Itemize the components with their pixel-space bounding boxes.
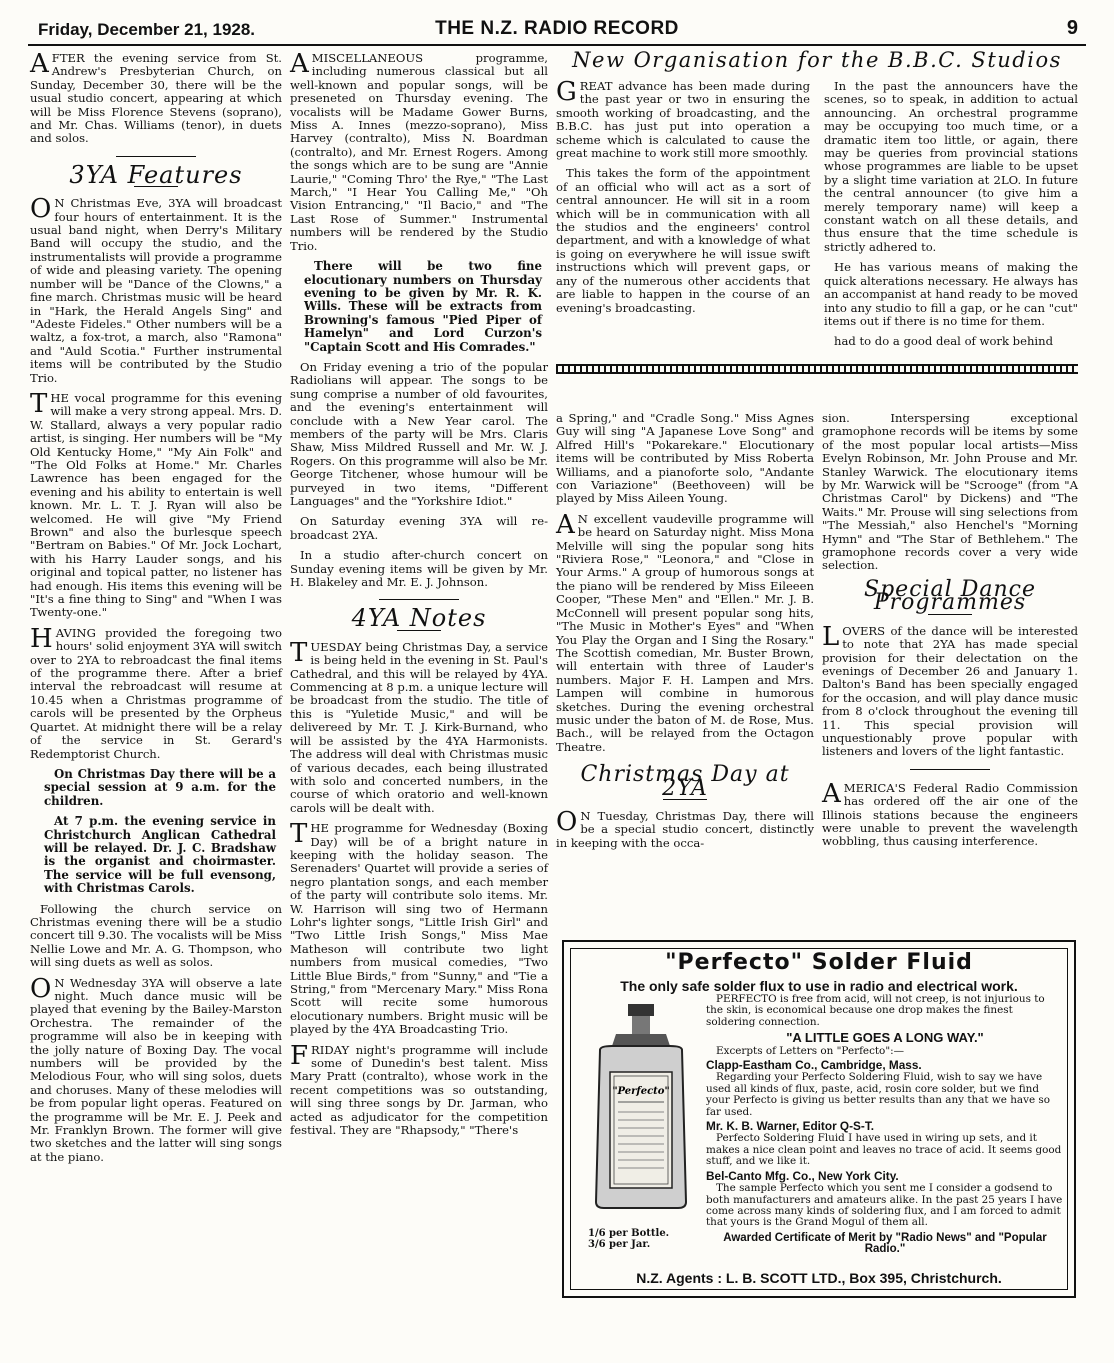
article-paragraph: had to do a good deal of work behind	[834, 334, 1054, 349]
bold-notice: On Christmas Day there will be a special session at 9 a.m. for the children.	[44, 766, 276, 808]
price-jar: 3/6 per Jar.	[588, 1239, 651, 1250]
bold-notice: At 7 p.m. the evening service in Christchurch Anglican Cathedral will be relayed. Dr. J. C. Bradshaw is the organist and choirmaster. The service will be full evensong, with Christmas Carols.	[44, 814, 276, 896]
bbc-article-body	[556, 77, 1078, 356]
bbc-article-title: New Organisation for the B.B.C. Studios	[572, 48, 1062, 72]
bbc-right-column	[824, 80, 1078, 356]
article-paragraph: TUESDAY being Christmas Day, a service is being held in the evening in St. Paul's Cathedral, and this will be relayed by 4YA. Commencing at 8 p.m. a unique lecture will be broadcast from the studio. The title of this is "Yuletide Music," and will be delivereed by Mr. T. J. Kirk-Burnand, who will be assisted by the 4YA Harmonists. The address will deal with Christmas music of various decades, each being illustrated with solo and concerted numbers, in the course of which oratorio and well-known carols will be dealt with.	[290, 637, 548, 815]
section-title-special-dance: Special Dance Programmes	[864, 576, 1036, 616]
testimonial-company: Clapp-Eastham Co., Cambridge, Mass.	[706, 1058, 922, 1073]
article-paragraph: GREAT advance has been made during the past year or two in ensuring the smooth working of broadcasting, and the B.B.C. has just put into operation a scheme which is calculated to cause the great machine to work still more smoothly.	[556, 77, 810, 161]
ad-prices	[588, 1228, 669, 1250]
ad-title: "Perfecto" Solder Fluid	[665, 950, 973, 975]
ad-body	[706, 994, 1064, 1256]
page-number: 9	[1066, 17, 1078, 39]
article-paragraph: sion. Interspersing exceptional gramophone records will be items by some of the most popular local artists—Miss Evelyn Robinson, Mr. John Prouse and Mr. Stanley Warwick. The elocutionary items by Mr. Warwick will be "Scrooge" (from "A Christmas Carol" by Dickens) and "The Waits." Mr. Prouse will sing selections from "The Messiah," also Henchel's "Morning Hymn" and "The Star of Bethlehem." The gramophone records cover a very wide selection.	[822, 411, 1078, 573]
ad-slogan: "A LITTLE GOES A LONG WAY."	[786, 1030, 984, 1046]
column-2	[290, 49, 548, 1144]
header-title: THE N.Z. RADIO RECORD	[435, 18, 679, 39]
divider	[379, 599, 459, 600]
article-paragraph: AFTER the evening service from St. Andrew's Presbyterian Church, on Sunday, December 30, there will be the usual studio concert, appearing at which will be Miss Florence Stevens (soprano), and Mr. Chas. Williams (tenor), in duets and solos.	[30, 49, 282, 146]
bbc-left-column	[556, 77, 810, 356]
column-1	[30, 49, 282, 1171]
section-title-christmas-day-2ya: Christmas Day at 2YA	[580, 762, 790, 801]
article-paragraph: FRIDAY night's programme will include some of Dunedin's best talent. Miss Mary Pratt (contralto), whose work in the recent competitions was so outstanding, will sing three songs by Dr. Jarman, who acted as adjudicator for the competition festival. They are "Rhapsody," "There's	[290, 1040, 548, 1138]
ad-excerpts-label: Excerpts of Letters on "Perfecto":—	[716, 1044, 904, 1057]
page-header	[28, 14, 1086, 46]
article-paragraph: This takes the form of the appointment of an official who will act as a sort of central announcer. He will sit in a room which will be in communication with all the studios and the engineers' control department, and with a knowledge of what is going on everywhere he will issue swift instructions which will prevent gaps, or any of the numerous other accidents that are liable to happen in the course of an evening's broadcasting.	[556, 166, 810, 315]
article-paragraph: ON Tuesday, Christmas Day, there will be a special studio concert, distinctly in keeping with the occa-	[556, 806, 814, 850]
article-paragraph: ON Wednesday 3YA will observe a late night. Much dance music will be played that evening by the Bailey-Marston Orchestra. The remainder of the programme will also be in keeping with the jolly nature of Boxing Day. The vocal numbers will be provided by the Melodious Four, who will sing solos, duets and choruses. Many of these melodies will be from popular light operas. Featured on the programme will be Mr. E. J. Peek and Mr. Franklyn Brown. The former will give two sketches and the latter will sing songs at the piano.	[30, 973, 282, 1164]
column-3	[556, 412, 814, 857]
section-title-4ya-notes: 4YA Notes	[351, 604, 487, 633]
article-paragraph: He has various means of making the quick alterations necessary. He always has an accompanist at hand ready to be moved into any studio to fill a gap, or he can "cut" items out if there is no time for them.	[824, 260, 1078, 328]
ad-agents: N.Z. Agents : L. B. SCOTT LTD., Box 395, Christchurch.	[636, 1270, 1002, 1286]
article-paragraph: HAVING provided the foregoing two hours' solid enjoyment 3YA will switch over to 2YA to rebroadcast the final items of the programme there. After a brief interval the rebroadcast will resume at 10.45 when a Christmas programme of carols will be presented by the Orpheus Quartet. At midnight there will be a relay of the service in St. Gerard's Redemptorist Church.	[30, 623, 282, 761]
article-paragraph: AMISCELLANEOUS programme, including numerous classical but all well-known and popular songs, will be preseneted on Thursday evening. The vocalists will be Madame Gower Burns, Miss A. Innes (mezzo-soprano), Miss Harvey (contralto), Miss N. Boardman (contralto), and Mr. Ernest Rogers. Among the songs which are to be sung are "Annie Laurie," "Coming Thro' the Rye," "The Last March," "I Hear You Calling Me," "Oh Vision Entrancing," "Il Bacio," and "The Last Rose of Summer." Instrumental numbers will be rendered by the Studio Trio.	[290, 49, 548, 253]
article-paragraph: AMERICA'S Federal Radio Commission has ordered off the air one of the Illinois stations because the engineers were unable to prevent the wavelength wobbling, thus causing interference.	[822, 778, 1078, 849]
testimonial-company: Bel-Canto Mfg. Co., New York City.	[706, 1168, 899, 1183]
article-paragraph: THE programme for Wednesday (Boxing Day) will be of a bright nature in keeping with the holiday season. The Serenaders' Quartet will provide a series of negro plantation songs, and each member of the party will contribute solo items. Mr. W. Harrison will sing two of Hermann Lohr's lighter songs, "Little Irish Girl" and "Two Little Irish Songs," Miss Mae Matheson will contribute two light numbers from musical comedies, "Two Little Blue Birds," from "Sunny," and "Tie a String," from "Mercenary Mary." Miss Rona Scott will recite some humorous elocutionary numbers. Bright music will be played by the 4YA Broadcasting Trio.	[290, 819, 548, 1037]
ad-intro: PERFECTO is free from acid, will not creep, is not injurious to the skin, is economical because one drop makes the finest soldering connection.	[706, 993, 1045, 1028]
testimonial-text: Perfecto Soldering Fluid I have used in wiring up sets, and it makes a nice clean point and leaves no trace of acid. It seems good stuff, and we like it.	[706, 1132, 1062, 1168]
ad-subtitle: The only safe solder flux to use in radio and electrical work.	[620, 978, 1018, 994]
article-paragraph: LOVERS of the dance will be interested to note that 2YA has made special provision for their delectation on the evenings of December 26 and January 1. Dalton's Band has been specially engaged for the occasion, and will play dance music from 8 o'clock throughout the evening till 11. This special provision will unquestionably prove popular with listeners and lovers of the light fantastic.	[822, 621, 1078, 759]
divider	[910, 769, 990, 770]
article-paragraph: ON Christmas Eve, 3YA will broadcast four hours of entertainment. It is the usual band night, when Derry's Military Band will occupy the studio, and the instrumentalists will provide a programme of wide and pleasing variety. The opening number will be "Dance of the Clowns," a fine march. Christmas music will be heard in "Hark, the Herald Angels Sing" and "Adeste Fideles." Other numbers will be a waltz, a fox-trot, a march, also "Ramona" and "Auld Scotia." Further instrumental items will be contributed by the Studio Trio.	[30, 194, 282, 385]
price-bottle: 1/6 per Bottle.	[588, 1228, 670, 1239]
column-4	[822, 412, 1078, 856]
bold-notice: There will be two fine elocutionary numbers on Thursday evening to be given by Mr. R. K. Wills. These will be extracts from Browning's famous "Pied Piper of Hamelyn" and Lord Curzon's "Captain Scott and His Comrades."	[304, 259, 542, 354]
article-paragraph: In the past the announcers have the scenes, so to speak, in addition to actual announcing. An orchestral programme may be occupying too much time, or a dramatic item too little, or again, there may be queries from provincial stations whose programmes are liable to be upset by a slight time variation at 2LO. In future the central announcer (to give him a merely temporary name) will keep a constant watch on all these details, and thus ensure that the time schedule is strictly adhered to.	[824, 79, 1078, 254]
article-paragraph: On Saturday evening 3YA will re-broadcast 2YA.	[290, 514, 548, 542]
header-date: Friday, December 21, 1928.	[38, 20, 256, 39]
testimonial-text: Regarding your Perfecto Soldering Fluid, wish to say we have used all kinds of flux, paste, acid, rosin core solder, but we find your Perfecto is giving us better results than any that we have so far used.	[706, 1071, 1051, 1118]
article-paragraph: In a studio after-church concert on Sunday evening items will be given by Mr. H. Blakeley and Mr. E. J. Johnson.	[290, 548, 548, 590]
article-paragraph: a Spring," and "Cradle Song." Miss Agnes Guy will sing "A Japanese Love Song" and Alfred Hill's "Pokarekare." Elocutionary items will be contributed by Miss Roberta Williams, and a pianoforte solo, "Andante con Variazione" (Beethoveen) will be played by Miss Aileen Young.	[556, 411, 814, 506]
testimonial-text: The sample Perfecto which you sent me I consider a godsend to both manufacturers and amateurs alike. In the past 25 years I have come across many kinds of soldering flux, and I am forced to admit that yours is the Grand Mogul of them all.	[706, 1182, 1063, 1229]
article-paragraph: AN excellent vaudeville programme will be heard on Saturday night. Miss Mona Melville will sing the popular song hits "Riviera Rose," "Leonora," and "Close in Your Arms." A group of humorous songs at the piano will be rendered by Miss Eileeen Cooper, "These Men" and "Ellen." Mr. J. B. McConnell will present popular song hits, "The Music in Mother's Eyes" and "When You Play the Organ and I Sing the Rosary." The Scottish comedian, Mr. Buster Brown, will entertain with three of Lauder's numbers. Major F. H. Lampen and Mrs. Lampen will combine in humorous sketches. During the evening orchestral music under the baton of M. de Rose, Mus. Bach., will be relayed from the Octagon Theatre.	[556, 509, 814, 754]
bbc-article	[556, 48, 1078, 382]
bottle-illustration	[586, 1002, 696, 1212]
decorative-border	[556, 364, 1078, 374]
testimonial-company: Mr. K. B. Warner, Editor Q-S-T.	[706, 1119, 875, 1134]
article-paragraph: On Friday evening a trio of the popular Radiolians will appear. The songs to be sung comprise a number of old favourites, and the evening's entertainment will conclude with a New Year carol. The members of the party will be Mrs. Claris Shaw, Miss Mildred Russell and Mr. W. J. Rogers. On this programme will also be Mr. George Titchener, whose humour will be purveyed in two items, "Different Languages" and the "Yorkshire Idiot."	[290, 359, 548, 508]
divider	[116, 156, 196, 157]
bottle-label-brand: "Perfecto"	[612, 1086, 670, 1097]
article-paragraph: THE vocal programme for this evening will make a very strong appeal. Mrs. D. W. Stallard, always a very popular radio artist, is singing. Her numbers will be "My Old Kentucky Home," "My Ain Folk" and "The Old Folks at Home." Mr. Charles Lawrence has been engaged for the evening and his ability to entertain is well known. Mr. L. T. J. Ryan will also be welcomed. He will give "My Friend Brown" and also the burlesque speech "Bertram on Babies." Of Mr. Jock Lochart, with his Harry Lauder songs, and his original and topical patter, no listener has had enough. His items this evening will be "It's a fine thing to Sing" and "When I was Twenty-one."	[30, 388, 282, 620]
article-paragraph: Following the church service on Christmas evening there will be a studio concert till 9.30. The vocalists will be Miss Nellie Lowe and Mr. A. G. Thompson, who will sing duets as well as solos.	[30, 901, 282, 970]
ad-award: Awarded Certificate of Merit by "Radio News" and "Popular Radio."	[723, 1231, 1047, 1256]
section-title-3ya-features: 3YA Features	[69, 160, 243, 189]
perfecto-advertisement	[562, 940, 1076, 1298]
